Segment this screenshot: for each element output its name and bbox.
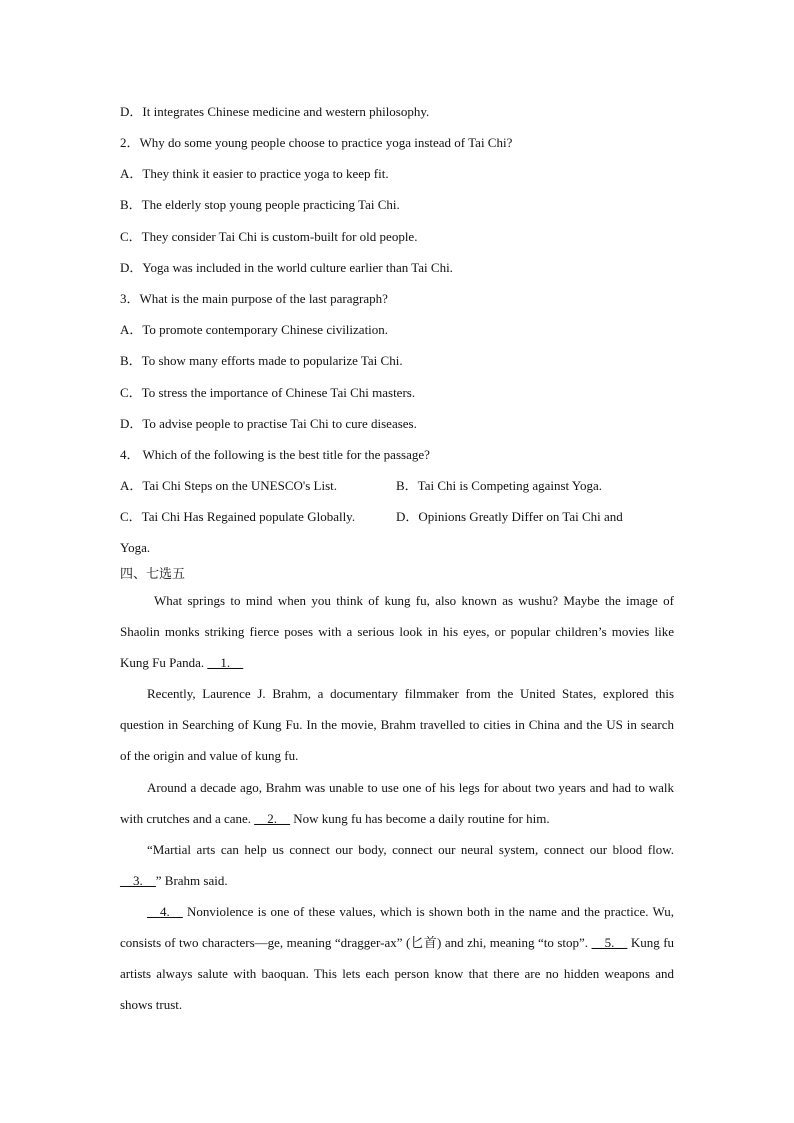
q4-stem: 4． Which of the following is the best title for the passage? bbox=[120, 447, 430, 462]
blank-5: __5.__ bbox=[591, 935, 628, 950]
q3-option-c: C．To stress the importance of Chinese Tai Chi masters. bbox=[120, 385, 416, 400]
q2-option-c: C．They consider Tai Chi is custom-built for old people. bbox=[120, 229, 418, 244]
paragraph-4-text-b: ” Brahm said. bbox=[155, 873, 228, 888]
q4-option-a: A．Tai Chi Steps on the UNESCO's List. bbox=[120, 478, 338, 493]
passage-paragraph-3 bbox=[120, 772, 674, 834]
paragraph-2-text: Recently, Laurence J. Brahm, a documentary filmmaker from the United States, explored this question in Searching of Kung Fu. In the movie, Brahm travelled to cities in China and the US in search of the origin and value of kung fu. bbox=[120, 686, 674, 763]
passage-paragraph-4 bbox=[120, 834, 674, 896]
q3-option-d: D．To advise people to practise Tai Chi to cure diseases. bbox=[120, 416, 417, 431]
passage-paragraph-5 bbox=[120, 896, 674, 1020]
section-title: 四、七选五 bbox=[120, 567, 186, 582]
q3-option-a: A．To promote contemporary Chinese civilization. bbox=[120, 322, 389, 337]
blank-1: __1.__ bbox=[207, 655, 244, 670]
paragraph-3-text-b: Now kung fu has become a daily routine for him. bbox=[293, 811, 550, 826]
q4-option-d-continued: Yoga. bbox=[120, 540, 151, 555]
blank-3: __3.__ bbox=[120, 873, 156, 888]
paragraph-5-text-b: Kung fu artists always salute with baoquan. This lets each person know that there are no hidden weapons and shows trust. bbox=[120, 935, 675, 1012]
q3-option-b: B．To show many efforts made to popularize Tai Chi. bbox=[120, 353, 403, 368]
q2-stem: 2．Why do some young people choose to practice yoga instead of Tai Chi? bbox=[120, 135, 513, 150]
paragraph-1-text: What springs to mind when you think of kung fu, also known as wushu? Maybe the image of Shaolin monks striking fierce poses with a serious look in his eyes, or popular children’s movies like Kung Fu Panda. bbox=[120, 593, 674, 670]
paragraph-4-text-a: “Martial arts can help us connect our body, connect our neural system, connect our blood flow. bbox=[147, 842, 674, 857]
blank-2: __2.__ bbox=[254, 811, 291, 826]
paragraph-5-text-a: Nonviolence is one of these values, which is shown both in the name and the practice. Wu, consists of two characters—ge, meaning “dragger-ax” (匕首) and zhi, meaning “to stop”. bbox=[120, 904, 674, 950]
q4-option-c: C．Tai Chi Has Regained populate Globally. bbox=[120, 509, 356, 524]
q3-stem: 3．What is the main purpose of the last paragraph? bbox=[120, 291, 388, 306]
q2-option-d: D．Yoga was included in the world culture earlier than Tai Chi. bbox=[120, 260, 453, 275]
blank-4: __4.__ bbox=[147, 904, 183, 919]
q2-option-a: A．They think it easier to practice yoga to keep fit. bbox=[120, 166, 389, 181]
passage-paragraph-2 bbox=[120, 678, 674, 771]
q4-option-b: B．Tai Chi is Competing against Yoga. bbox=[396, 478, 603, 493]
q1-option-d: D．It integrates Chinese medicine and western philosophy. bbox=[120, 104, 430, 119]
paragraph-3-text-a: Around a decade ago, Brahm was unable to use one of his legs for about two years and had to walk with crutches and a cane. bbox=[120, 780, 674, 826]
q2-option-b: B．The elderly stop young people practicing Tai Chi. bbox=[120, 197, 400, 212]
passage-paragraph-1 bbox=[120, 585, 674, 678]
q4-option-d: D．Opinions Greatly Differ on Tai Chi and bbox=[396, 509, 623, 524]
